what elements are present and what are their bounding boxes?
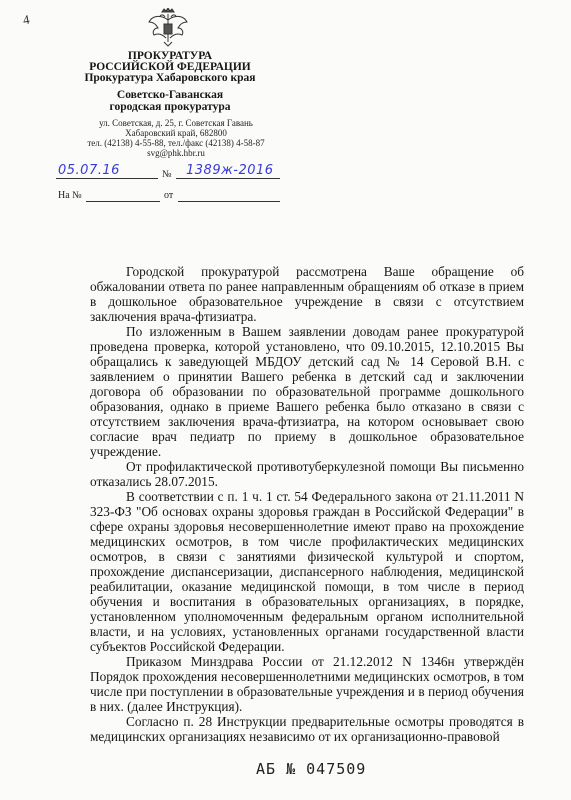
letter-body xyxy=(90,264,524,744)
form-serial-number: АБ № 047509 xyxy=(256,760,367,778)
dept-title-line2: городская прокуратура xyxy=(109,101,231,113)
paragraph-2: По изложенным в Вашем заявлении доводам ранее прокуратурой проведена проверка, которой установлено, что 09.10.2015, 12.10.2015 Вы обращались к заведующей МБДОУ детский сад № 14 Серовой В.Н. с заявлением о принятии Вашего ребенка в детский сад и заключении договора об образовании по образовательной программе дошкольного образования, однако в приеме Вашего ребенка было отказано в связи с отсутствием заключения врача-фтизиатра, на котором основывает свою согласие врач педиатр по приему в дошкольное образовательное учреждение. xyxy=(90,324,524,459)
na-underline xyxy=(86,201,160,202)
paragraph-6: Согласно п. 28 Инструкции предварительные осмотры проводятся в медицинских организациях независимо от их организационно-правовой xyxy=(90,714,524,744)
paragraph-3: От профилактической противотуберкулезной помощи Вы письменно отказались 28.07.2015. xyxy=(90,459,524,489)
number-underline xyxy=(176,178,280,179)
org-title-line3: Прокуратура Хабаровского края xyxy=(84,72,256,84)
address-email: svg@phk.hbr.ru xyxy=(147,148,205,158)
org-title-line1: ПРОКУРАТУРА xyxy=(127,50,213,62)
org-title-line2: РОССИЙСКОЙ ФЕДЕРАЦИИ xyxy=(89,61,251,73)
address-line2: Хабаровский край, 682800 xyxy=(125,128,227,138)
na-label: На № xyxy=(58,190,82,201)
ot-underline xyxy=(178,201,280,202)
coat-of-arms-icon xyxy=(146,8,190,48)
dept-title-line1: Советско-Гаванская xyxy=(116,89,224,101)
handwritten-date: 05.07.16 xyxy=(58,163,120,178)
number-label: № xyxy=(162,169,172,180)
date-underline xyxy=(56,178,158,179)
paragraph-1: Городской прокуратурой рассмотрена Ваше обращение об обжаловании ответа по ранее направленным обращениям об отказе в прием в дошкольное образовательное учреждение в связи с отсутствием заключения врача-фтизиатра. xyxy=(90,264,524,324)
paragraph-4: В соответствии с п. 1 ч. 1 ст. 54 Федерального закона от 21.11.2011 N 323-ФЗ "Об основах охраны здоровья граждан в Российской Федерации" в сфере охраны здоровья несовершеннолетние имеют право на прохождение медицинских осмотров, в том числе профилактических медицинских осмотров, в связи с занятиями физической культурой и спортом, прохождение диспансеризации, диспансерного наблюдения, медицинской реабилитации, оказание медицинской помощи, в том числе в период обучения и воспитания в образовательных организациях, в порядке, установленном уполномоченным федеральным органом исполнительной власти, и на условиях, установленных органами государственной власти субъектов Российской Федерации. xyxy=(90,489,524,654)
corner-mark: 4 xyxy=(21,11,31,28)
address-line1: ул. Советская, д. 25, г. Советская Гавань xyxy=(99,118,253,128)
ot-label: от xyxy=(164,190,174,201)
handwritten-number: 1389ж-2016 xyxy=(186,163,274,178)
address-line3: тел. (42138) 4-55-88, тел./факс (42138) 4-58-87 xyxy=(87,138,265,148)
paragraph-5: Приказом Минздрава России от 21.12.2012 N 1346н утверждён Порядок прохождения несовершеннолетними медицинских осмотров, в том числе при поступлении в образовательные учреждения и в период обучения в них. (далее Инструкция). xyxy=(90,654,524,714)
